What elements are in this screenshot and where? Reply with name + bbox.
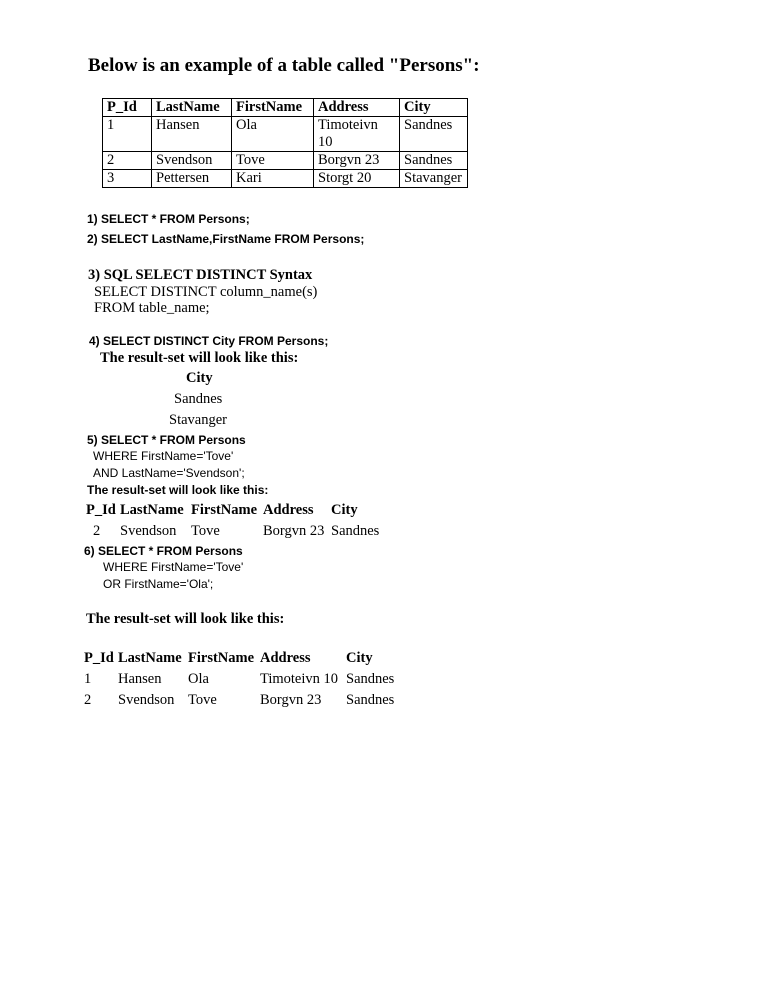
distinct-syntax-line-1: SELECT DISTINCT column_name(s) [94, 284, 318, 300]
table-cell: Sandnes [400, 117, 468, 152]
table-cell: Storgt 20 [314, 170, 400, 188]
header-cell: P_Id [86, 502, 116, 518]
header-cell: Address [260, 650, 311, 666]
header-cell: P_Id [84, 650, 114, 666]
header-cell: LastName [152, 99, 232, 117]
query-5-line-1: 5) SELECT * FROM Persons [87, 433, 246, 447]
query-5-line-3: AND LastName='Svendson'; [93, 466, 245, 480]
table-cell: 1 [103, 117, 152, 152]
table-cell: Hansen [152, 117, 232, 152]
result-label: The result-set will look like this: [100, 350, 299, 366]
query-2: 2) SELECT LastName,FirstName FROM Persons; [87, 232, 365, 246]
distinct-syntax-heading: 3) SQL SELECT DISTINCT Syntax [88, 267, 313, 283]
table-row [103, 152, 468, 170]
query-6-line-1: 6) SELECT * FROM Persons [84, 544, 243, 558]
table-cell: Sandnes [346, 671, 395, 687]
table-cell: Svendson [120, 523, 177, 539]
query-5-line-2: WHERE FirstName='Tove' [93, 449, 234, 463]
header-cell: City [346, 650, 373, 666]
table-cell: Ola [232, 117, 314, 152]
query-6-line-2: WHERE FirstName='Tove' [103, 560, 244, 574]
persons-table [102, 98, 468, 188]
result-label: The result-set will look like this: [86, 611, 285, 627]
table-cell: Stavanger [400, 170, 468, 188]
table-cell: Borgvn 23 [314, 152, 400, 170]
query-1: 1) SELECT * FROM Persons; [87, 212, 250, 226]
header-cell: FirstName [191, 502, 258, 518]
table-cell: Tove [191, 523, 220, 539]
header-cell: Address [314, 99, 400, 117]
result-column-header: City [186, 370, 213, 386]
table-cell: Timoteivn 10 [314, 117, 400, 152]
page-title: Below is an example of a table called "Persons": [88, 55, 480, 76]
result-value: Sandnes [174, 391, 223, 407]
table-cell: Hansen [118, 671, 162, 687]
table-cell: Borgvn 23 [263, 523, 325, 539]
table-cell: 1 [84, 671, 92, 687]
header-cell: LastName [120, 502, 184, 518]
table-cell: Sandnes [331, 523, 380, 539]
table-cell: Pettersen [152, 170, 232, 188]
distinct-syntax-line-2: FROM table_name; [94, 300, 210, 316]
header-cell: FirstName [232, 99, 314, 117]
table-cell: Svendson [152, 152, 232, 170]
query-6-line-3: OR FirstName='Ola'; [103, 577, 214, 591]
table-cell: Tove [188, 692, 217, 708]
table-cell: Ola [188, 671, 209, 687]
result-value: Stavanger [169, 412, 227, 428]
header-cell: FirstName [188, 650, 255, 666]
header-cell: LastName [118, 650, 182, 666]
result-label: The result-set will look like this: [87, 483, 269, 497]
table-cell: Svendson [118, 692, 175, 708]
table-cell: Timoteivn 10 [260, 671, 339, 687]
query-4: 4) SELECT DISTINCT City FROM Persons; [89, 334, 329, 348]
header-cell: City [331, 502, 358, 518]
table-cell: 2 [93, 523, 101, 539]
table-cell: Borgvn 23 [260, 692, 322, 708]
table-cell: Kari [232, 170, 314, 188]
header-cell: P_Id [103, 99, 152, 117]
table-header-row [103, 99, 468, 117]
header-cell: Address [263, 502, 314, 518]
table-cell: 2 [84, 692, 92, 708]
table-cell: 2 [103, 152, 152, 170]
table-cell: Tove [232, 152, 314, 170]
table-cell: Sandnes [346, 692, 395, 708]
table-cell: 3 [103, 170, 152, 188]
table-row [103, 170, 468, 188]
table-cell: Sandnes [400, 152, 468, 170]
header-cell: City [400, 99, 468, 117]
table-row [103, 117, 468, 152]
